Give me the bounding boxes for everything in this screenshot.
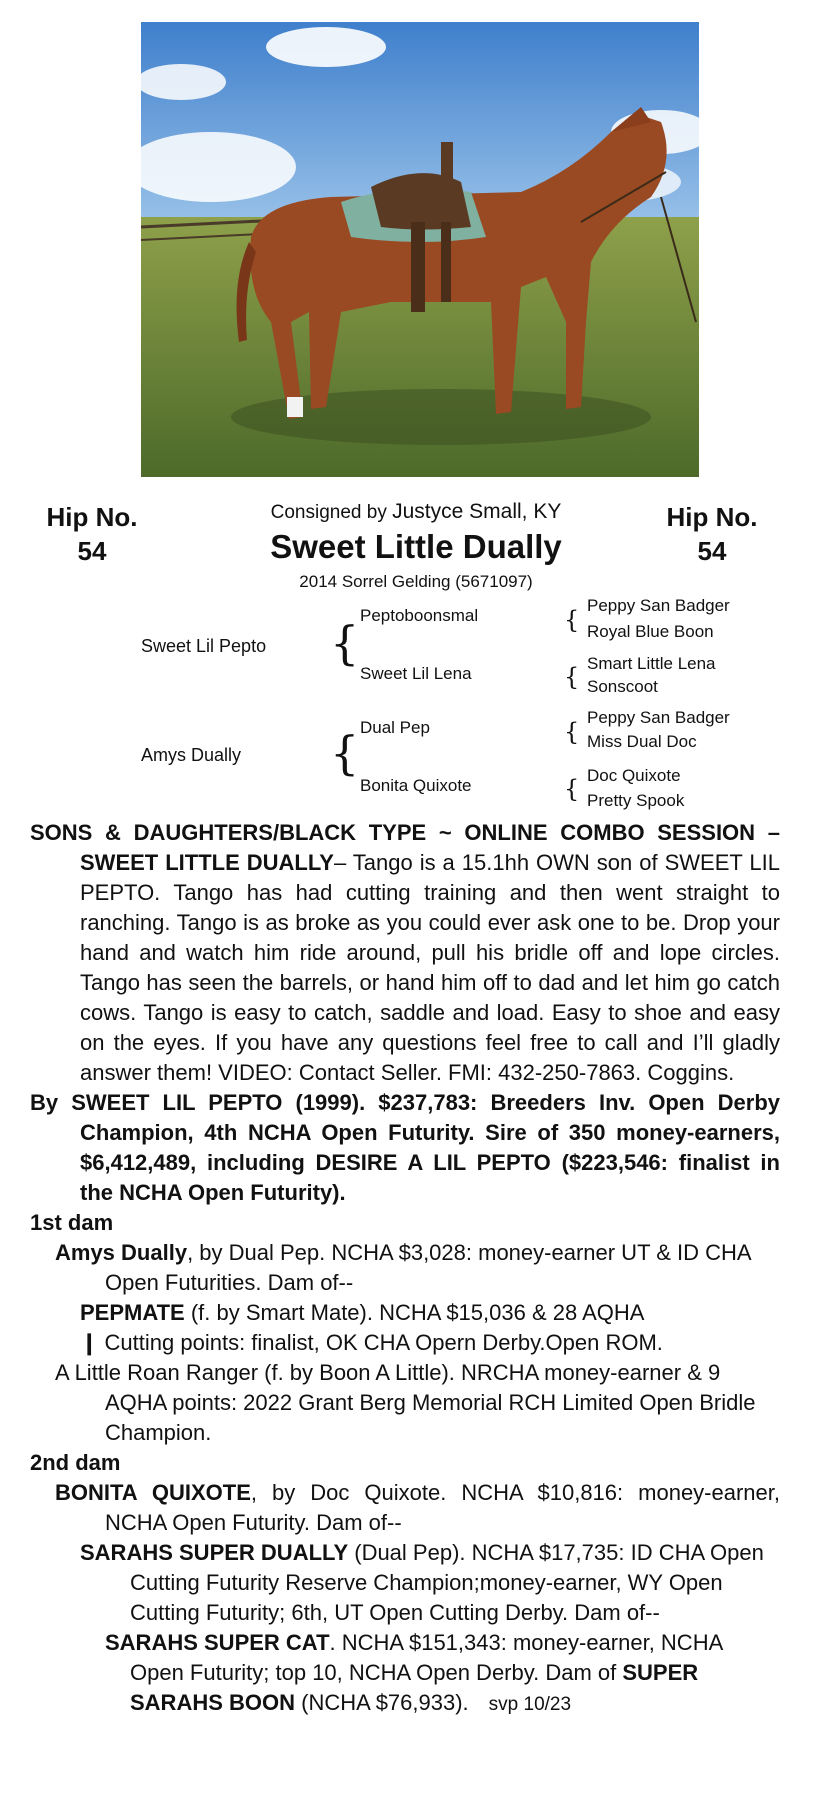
super-boon-name: SUPER SARAHS BOON xyxy=(130,1660,699,1715)
pedigree-sire-dam-dam: Sonscoot xyxy=(587,677,658,696)
hip-number: 54 xyxy=(77,536,107,566)
second-dam-body: , by Doc Quixote. NCHA $10,816: money-earner, NCHA Open Futurity. Dam of-- xyxy=(105,1480,781,1535)
pepmate-bar-icon: ❙ xyxy=(80,1330,105,1355)
pepmate-name: PEPMATE xyxy=(80,1300,185,1325)
first-dam-heading: 1st dam xyxy=(30,1210,114,1235)
second-dam-name: BONITA QUIXOTE xyxy=(55,1480,251,1505)
consignor-name: Justyce Small, KY xyxy=(392,500,562,523)
brace-icon: { xyxy=(564,718,580,746)
horse-photo xyxy=(141,22,699,477)
pepmate-line2 xyxy=(30,1328,780,1358)
consignor-line xyxy=(0,500,832,524)
sarahs-dually-name: SARAHS SUPER DUALLY xyxy=(80,1540,349,1565)
pepmate-paragraph xyxy=(30,1298,780,1328)
sarahs-dually-paragraph xyxy=(30,1538,780,1628)
catalog-text xyxy=(30,818,780,1720)
hip-number: 54 xyxy=(697,536,727,566)
intro-body: – Tango is a 15.1hh OWN son of SWEET LIL PEPTO. Tango has had cutting training and then went straight to ranching. Tango is as broke as you could ever ask one to be. Drop your hand and watch him ride around, pull his bridle off and lope circles. Tango has seen the barrels, or hand him off to dad and let him go catch cows. Tango is easy to catch, saddle and load. Easy to shoe and easy on the eyes. If you have any questions feel free to call and I’ll gladly answer them! VIDEO: Contact Seller. FMI: 432-250-7863. Coggins. xyxy=(80,850,780,1085)
horse-description: 2014 Sorrel Gelding (5671097) xyxy=(299,572,533,591)
sarahs-cat-body: . NCHA $151,343: money-earner, NCHA Open Futurity; top 10, NCHA Open Derby. Dam of xyxy=(130,1630,723,1685)
horse-name: Sweet Little Dually xyxy=(270,528,562,565)
second-dam-heading: 2nd dam xyxy=(30,1450,121,1475)
pedigree-sire-sire-sire: Peppy San Badger xyxy=(587,596,730,615)
pepmate-body: (f. by Smart Mate). NCHA $15,036 & 28 AQHA xyxy=(184,1300,645,1325)
brace-icon: { xyxy=(330,726,360,780)
svp-note: svp 10/23 xyxy=(488,1694,572,1715)
first-dam-body: , by Dual Pep. NCHA $3,028: money-earner UT & ID CHA Open Futurities. Dam of-- xyxy=(105,1240,751,1295)
brace-icon: { xyxy=(330,616,360,670)
pedigree-sire-dam: Sweet Lil Lena xyxy=(360,664,472,683)
pedigree-dam-dam-dam: Pretty Spook xyxy=(587,791,685,810)
hip-label: Hip No. xyxy=(666,502,758,532)
super-boon-body: (NCHA $76,933). xyxy=(295,1690,469,1715)
sarahs-cat-paragraph xyxy=(30,1628,780,1720)
pedigree-sire-sire: Peptoboonsmal xyxy=(360,606,479,625)
pedigree-dam: Amys Dually xyxy=(141,745,242,765)
horse-photo-image xyxy=(141,22,699,477)
brace-icon: { xyxy=(564,663,580,691)
first-dam-paragraph xyxy=(30,1238,780,1298)
pedigree-sire-dam-sire: Smart Little Lena xyxy=(587,654,716,673)
pedigree-dam-dam: Bonita Quixote xyxy=(360,776,472,795)
pedigree-dam-sire-sire: Peppy San Badger xyxy=(587,708,730,727)
pedigree-sire-sire-dam: Royal Blue Boon xyxy=(587,622,714,641)
pedigree-dam-sire: Dual Pep xyxy=(360,718,430,737)
sarahs-dually-body: (Dual Pep). NCHA $17,735: ID CHA Open Cutting Futurity Reserve Champion;money-earner, WY Open Cutting Futurity; 6th, UT Open Cutting Derby. Dam of-- xyxy=(130,1540,764,1625)
pedigree-dam-dam-sire: Doc Quixote xyxy=(587,766,681,785)
hip-label: Hip No. xyxy=(46,502,138,532)
pedigree-dam-sire-dam: Miss Dual Doc xyxy=(587,732,697,751)
roan-ranger-paragraph: A Little Roan Ranger (f. by Boon A Little). NRCHA money-earner & 9 AQHA points: 2022 Grant Berg Memorial RCH Limited Open Bridle Champion. xyxy=(55,1360,756,1445)
second-dam-paragraph xyxy=(30,1478,780,1538)
sarahs-cat-name: SARAHS SUPER CAT xyxy=(105,1630,330,1655)
intro-paragraph xyxy=(30,818,780,1088)
intro-heading: SONS & DAUGHTERS/BLACK TYPE ~ ONLINE COMBO SESSION – SWEET LITTLE DUALLY xyxy=(30,820,780,875)
pedigree-sire: Sweet Lil Pepto xyxy=(141,636,267,656)
brace-icon: { xyxy=(564,606,580,634)
first-dam-name: Amys Dually xyxy=(55,1240,188,1265)
brace-icon: { xyxy=(564,775,580,803)
pepmate-line2-text: Cutting points: finalist, OK CHA Opern Derby.Open ROM. xyxy=(104,1330,663,1355)
sire-paragraph: By SWEET LIL PEPTO (1999). $237,783: Breeders Inv. Open Derby Champion, 4th NCHA Open Futurity. Sire of 350 money-earners, $6,412,489, including DESIRE A LIL PEPTO ($223,546: finalist in the NCHA Open Futurity). xyxy=(30,1090,780,1205)
consigned-prefix: Consigned by xyxy=(270,502,387,523)
